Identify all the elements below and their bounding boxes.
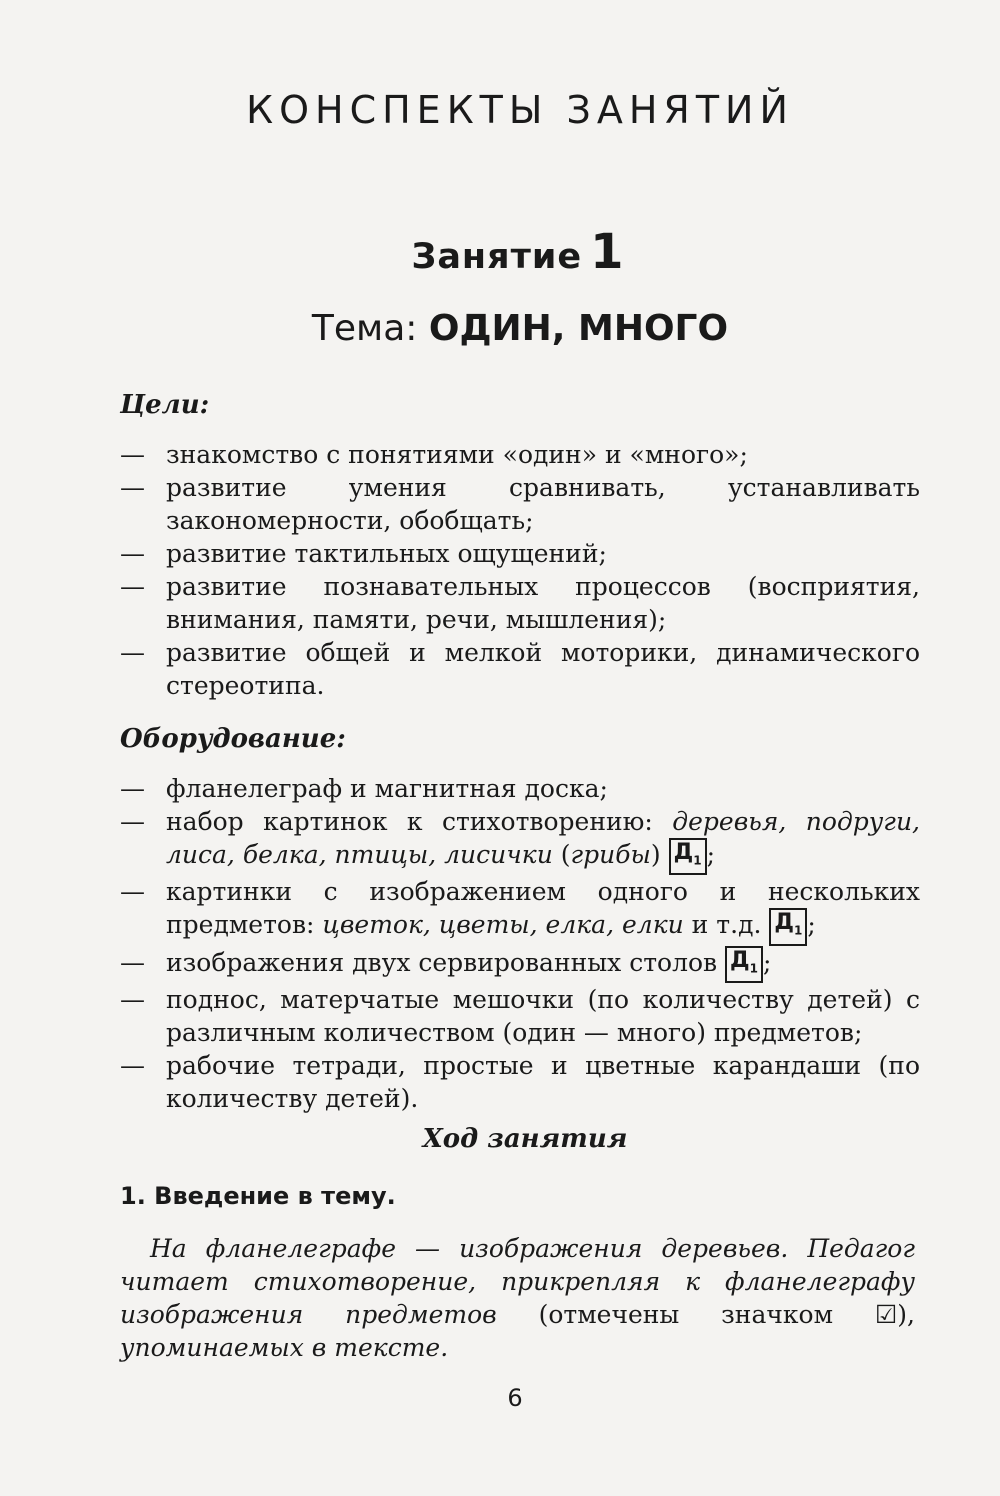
- page-number: 6: [507, 1384, 523, 1412]
- equipment-item-text: картинки с изображением одного и нескольких предметов:: [166, 877, 920, 940]
- handout-d1-icon: [769, 908, 807, 945]
- equipment-item: [120, 805, 920, 875]
- topic-label: Тема:: [311, 308, 418, 349]
- goals-heading: Цели:: [120, 390, 210, 420]
- equipment-heading: Оборудование:: [120, 724, 346, 754]
- intro-paragraph: [120, 1232, 915, 1364]
- goal-item: — развитие познавательных процессов (восприятия, внимания, памяти, речи, мышления);: [120, 570, 920, 636]
- intro-italic: На фланелеграфе — изображения деревьев. Педагог читает стихотворение, прикрепляя к фланелеграфу изображения предметов: [120, 1234, 915, 1329]
- topic-value: ОДИН, МНОГО: [428, 308, 729, 349]
- lesson-title: [0, 224, 1000, 280]
- intro-normal: (отмечены значком ☑),: [496, 1300, 915, 1329]
- equipment-item-text: (: [552, 840, 571, 870]
- equipment-item-italic: цветок, цветы, елка, елки: [322, 910, 684, 940]
- handout-subscript: 1: [693, 853, 702, 868]
- goals-list: [120, 438, 920, 702]
- topic-line: [0, 308, 1000, 349]
- goals-section: [120, 390, 920, 702]
- handout-subscript: 1: [793, 923, 803, 938]
- handout-d1-icon: [669, 838, 707, 875]
- handout-letter: Д: [730, 947, 750, 973]
- lesson-number: 1: [590, 224, 625, 280]
- equipment-item-text: и т.д.: [683, 910, 770, 940]
- equipment-item-text: ;: [807, 910, 816, 940]
- equipment-list: [120, 772, 920, 1115]
- equipment-item-italic: грибы: [570, 840, 651, 870]
- handout-subscript: 1: [749, 961, 758, 976]
- section-title: КОНСПЕКТЫ ЗАНЯТИЙ: [246, 88, 794, 132]
- equipment-item-text: набор картинок к стихотворению:: [166, 807, 673, 836]
- goal-item: — знакомство с понятиями «один» и «много»;: [120, 438, 920, 471]
- equipment-section: [120, 724, 920, 1115]
- equipment-item-italic: деревья, подруги, лиса, белка, птицы, лисички: [166, 807, 920, 870]
- equipment-item: [120, 946, 920, 983]
- lesson-label: Занятие: [411, 237, 583, 277]
- equipment-item: — поднос, матерчатые мешочки (по количеству детей) с различным количеством (один — много) предметов;: [120, 983, 920, 1049]
- handout-letter: Д: [774, 910, 794, 936]
- equipment-item: [120, 875, 920, 945]
- goal-item: — развитие умения сравнивать, устанавливать закономерности, обобщать;: [120, 471, 920, 537]
- goal-item: — развитие тактильных ощущений;: [120, 537, 920, 570]
- handout-letter: Д: [673, 840, 694, 865]
- equipment-item-text: ;: [706, 840, 715, 870]
- course-heading: Ход занятия: [422, 1124, 628, 1154]
- equipment-item-text: ;: [763, 947, 772, 977]
- goal-item: — развитие общей и мелкой моторики, динамического стереотипа.: [120, 636, 920, 702]
- equipment-item: — фланелеграф и магнитная доска;: [120, 772, 920, 805]
- intro-heading: 1. Введение в тему.: [120, 1182, 396, 1210]
- equipment-item-text: изображения двух сервированных столов: [166, 947, 726, 977]
- intro-italic: упоминаемых в тексте.: [120, 1333, 449, 1362]
- handout-d1-icon: [725, 946, 763, 983]
- equipment-item-text: ): [650, 840, 669, 870]
- equipment-item: — рабочие тетради, простые и цветные карандаши (по количеству детей).: [120, 1049, 920, 1115]
